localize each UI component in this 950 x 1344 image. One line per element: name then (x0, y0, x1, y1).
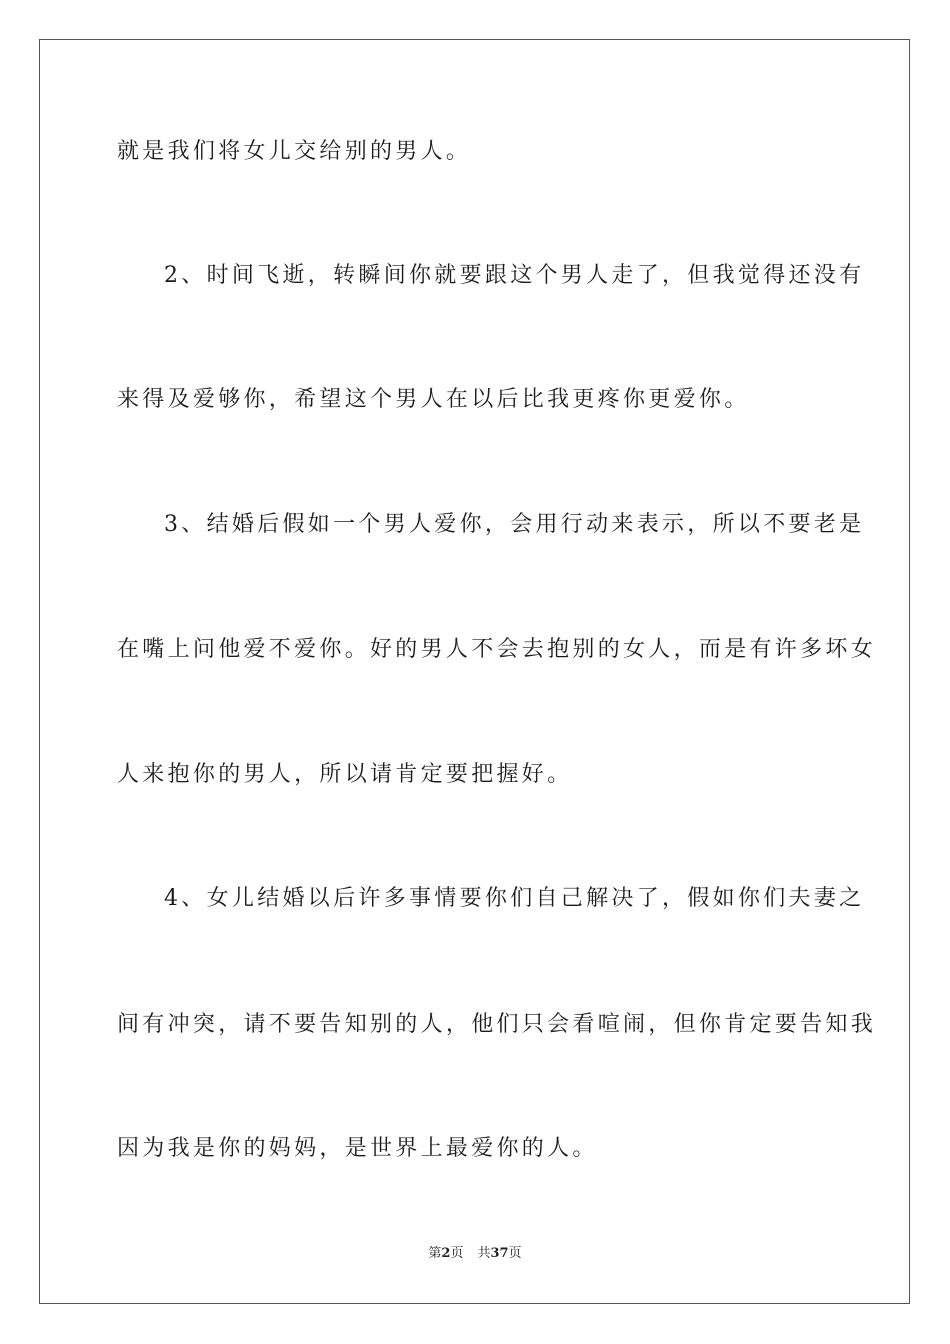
total-suffix: 页 (508, 1246, 522, 1261)
paragraph-2-line-2: 来得及爱够你，希望这个男人在以后比我更疼你更爱你。 (117, 387, 750, 412)
page-prefix: 第 (428, 1246, 442, 1261)
paragraph-2-line-1: 2、时间飞逝，转瞬间你就要跟这个男人走了，但我觉得还没有 (164, 263, 865, 288)
paragraph-4-line-3: 因为我是你的妈妈，是世界上最爱你的人。 (117, 1136, 598, 1161)
paragraph-4-line-1: 4、女儿结婚以后许多事情要你们自己解决了，假如你们夫妻之 (164, 886, 865, 911)
page-number: 2 (441, 1246, 451, 1261)
page-border (39, 39, 910, 1304)
paragraph-3-line-1: 3、结婚后假如一个男人爱你，会用行动来表示，所以不要老是 (164, 512, 865, 537)
page-suffix: 页 (450, 1246, 464, 1261)
page-footer (0, 1245, 950, 1263)
paragraph-4-line-2: 间有冲突，请不要告知别的人，他们只会看喧闹，但你肯定要告知我 (117, 1012, 877, 1037)
total-prefix: 共 (477, 1246, 491, 1261)
paragraph-3-line-3: 人来抱你的男人，所以请肯定要把握好。 (117, 762, 573, 787)
total-pages: 37 (490, 1246, 509, 1261)
paragraph-1-line-1: 就是我们将女儿交给别的男人。 (117, 139, 472, 164)
paragraph-3-line-2: 在嘴上问他爱不爱你。好的男人不会去抱别的女人，而是有许多坏女 (117, 637, 877, 662)
